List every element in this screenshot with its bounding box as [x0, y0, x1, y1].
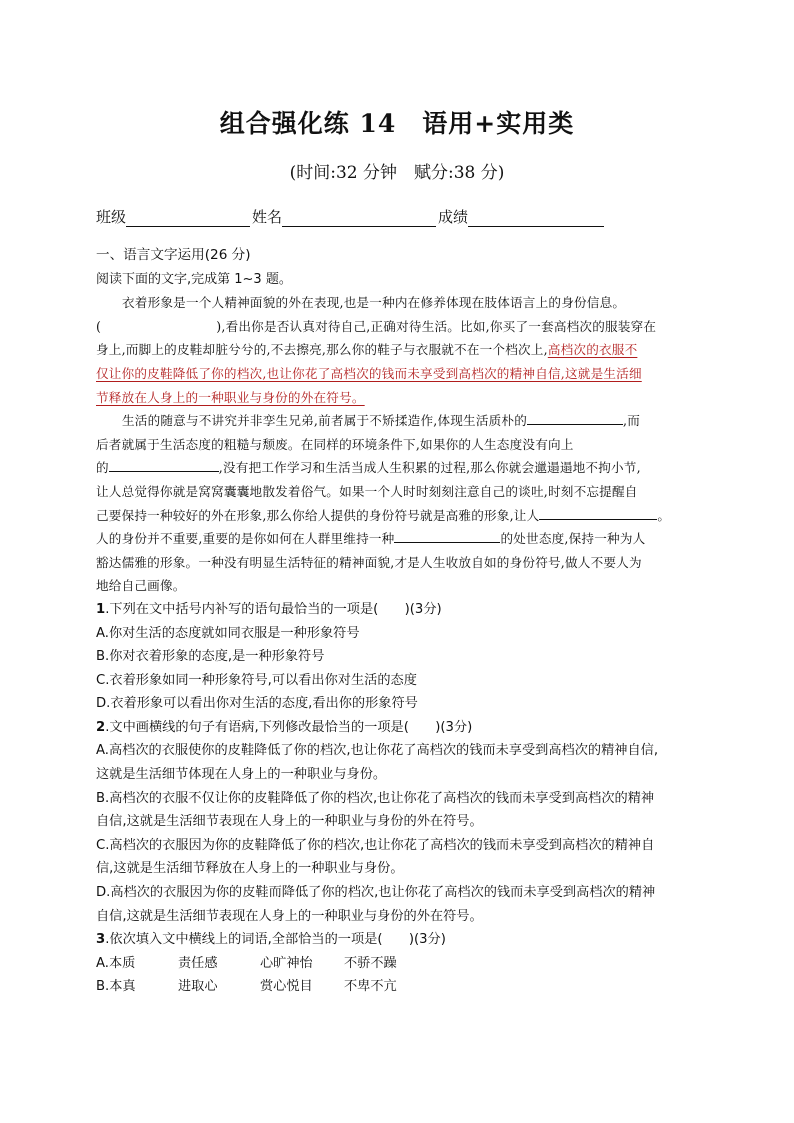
option-word: 不骄不躁	[344, 955, 397, 971]
option-b[interactable]: B.高档次的衣服不仅让你的皮鞋降低了你的档次,也让你花了高档次的钱而未享受到高档次的精神	[96, 790, 655, 806]
class-label: 班级	[96, 208, 127, 226]
passage-text: 生活的随意与不讲究并非孪生兄弟,前者属于不矫揉造作,体现生活质朴的	[122, 413, 528, 429]
passage-text: ,看出你是否认真对待自己,正确对待生活。比如,你买了一套高档次的服装穿在	[221, 318, 657, 334]
exam-content	[96, 244, 696, 999]
question-text: .依次填入文中横线上的词语,全部恰当的一项是( )(3分)	[105, 932, 446, 948]
passage-line	[96, 386, 696, 410]
underlined-sentence: 节释放在人身上的一种职业与身份的外在符号。	[96, 389, 365, 405]
fill-in-bracket[interactable]: ( )	[96, 318, 222, 334]
section-instruction: 阅读下面的文字,完成第 1~3 题。	[96, 271, 292, 287]
student-info-row	[96, 206, 606, 227]
passage-line	[96, 409, 696, 433]
passage-line: 让人总觉得你就是窝窝囊囊地散发着俗气。如果一个人时时刻刻注意自己的谈吐,时刻不忘提醒自	[96, 483, 638, 499]
page-title: 组合强化练 14 语用+实用类	[219, 109, 575, 138]
class-field[interactable]	[126, 210, 250, 227]
question-3-stem	[96, 928, 696, 952]
option-word: 不卑不亢	[344, 979, 397, 995]
option-word: 赏心悦目	[260, 979, 313, 995]
passage-line	[96, 338, 696, 362]
passage-line: 衣着形象是一个人精神面貌的外在表现,也是一种内在修养体现在肢体语言上的身份信息。	[122, 295, 626, 311]
passage-text: ,而	[623, 413, 641, 429]
passage-text: ,没有把工作学习和生活当成人生积累的过程,那么你就会邋遢遢地不拘小节,	[218, 460, 641, 476]
option-word: 心旷神怡	[260, 955, 313, 971]
option-d[interactable]: D.衣着形象可以看出你对生活的态度,看出你的形象符号	[96, 696, 418, 712]
fill-blank[interactable]	[539, 505, 657, 520]
option-word: B.本真	[96, 979, 136, 995]
option-word: 进取心	[178, 979, 218, 995]
passage-line	[96, 527, 696, 551]
name-field[interactable]	[282, 210, 436, 227]
option-a-cont[interactable]: 这就是生活细节体现在人身上的一种职业与身份。	[96, 767, 387, 783]
option-d[interactable]: D.高档次的衣服因为你的皮鞋而降低了你的档次,也让你花了高档次的钱而未享受到高档次的精神	[96, 885, 656, 901]
option-a[interactable]: A.你对生活的态度就如同衣服是一种形象符号	[96, 625, 360, 641]
question-number: 2	[96, 719, 106, 735]
option-b-cont[interactable]: 自信,这就是生活细节表现在人身上的一种职业与身份的外在符号。	[96, 814, 483, 830]
score-label: 成绩	[438, 208, 469, 226]
question-text: .文中画横线的句子有语病,下列修改最恰当的一项是( )(3分)	[105, 719, 473, 735]
option-a[interactable]	[96, 952, 696, 976]
passage-text: 身上,而脚上的皮鞋却脏兮兮的,不去擦亮,那么你的鞋子与衣服就不在一个档次上,	[96, 342, 548, 358]
passage-text: 人的身份并不重要,重要的是你如何在人群里维持一种	[96, 531, 395, 547]
question-1-stem	[96, 598, 696, 622]
option-word: A.本质	[96, 955, 136, 971]
passage-text: 己要保持一种较好的外在形象,那么你给人提供的身份符号就是高雅的形象,让人	[96, 507, 540, 523]
fill-blank[interactable]	[394, 528, 500, 543]
option-c[interactable]: C.高档次的衣服因为你的皮鞋降低了你的档次,也让你花了高档次的钱而未享受到高档次的精神自	[96, 837, 655, 853]
option-d-cont[interactable]: 自信,这就是生活细节表现在人身上的一种职业与身份的外在符号。	[96, 908, 483, 924]
option-c[interactable]: C.衣着形象如同一种形象符号,可以看出你对生活的态度	[96, 672, 417, 688]
passage-text: 的	[96, 460, 109, 476]
passage-line	[96, 362, 696, 386]
underlined-sentence: 高档次的衣服不	[547, 342, 638, 358]
passage-text: 的处世态度,保持一种为人	[500, 531, 646, 547]
section-heading: 一、语言文字运用(26 分)	[96, 247, 251, 263]
passage-line	[96, 504, 696, 528]
underlined-sentence: 仅让你的皮鞋降低了你的档次,也让你花了高档次的钱而未享受到高档次的精神自信,这就是生活细	[96, 365, 642, 381]
passage-line: 豁达儒雅的形象。一种没有明显生活特征的精神面貌,才是人生收放自如的身份符号,做人不要人为	[96, 554, 642, 570]
score-field[interactable]	[468, 210, 604, 227]
option-c-cont[interactable]: 信,这就是生活细节释放在人身上的一种职业与身份。	[96, 861, 404, 877]
option-b[interactable]	[96, 975, 696, 999]
question-text: .下列在文中括号内补写的语句最恰当的一项是( )(3分)	[105, 601, 442, 617]
passage-line	[96, 315, 696, 339]
question-number: 1	[96, 601, 106, 617]
option-word: 责任感	[178, 955, 218, 971]
fill-blank[interactable]	[109, 457, 219, 472]
name-label: 姓名	[252, 208, 283, 226]
passage-line	[96, 456, 696, 480]
fill-blank[interactable]	[527, 410, 623, 425]
option-a[interactable]: A.高档次的衣服使你的皮鞋降低了你的档次,也让你花了高档次的钱而未享受到高档次的精神自信,	[96, 743, 659, 759]
question-2-stem	[96, 716, 696, 740]
passage-line: 后者就属于生活态度的粗糙与颓废。在同样的环境条件下,如果你的人生态度没有向上	[96, 436, 574, 452]
passage-line: 地给自己画像。	[96, 578, 186, 594]
option-b[interactable]: B.你对衣着形象的态度,是一种形象符号	[96, 649, 325, 665]
time-score-subtitle: (时间:32 分钟 赋分:38 分)	[289, 163, 505, 183]
question-number: 3	[96, 932, 106, 948]
passage-text: 。	[657, 507, 671, 523]
